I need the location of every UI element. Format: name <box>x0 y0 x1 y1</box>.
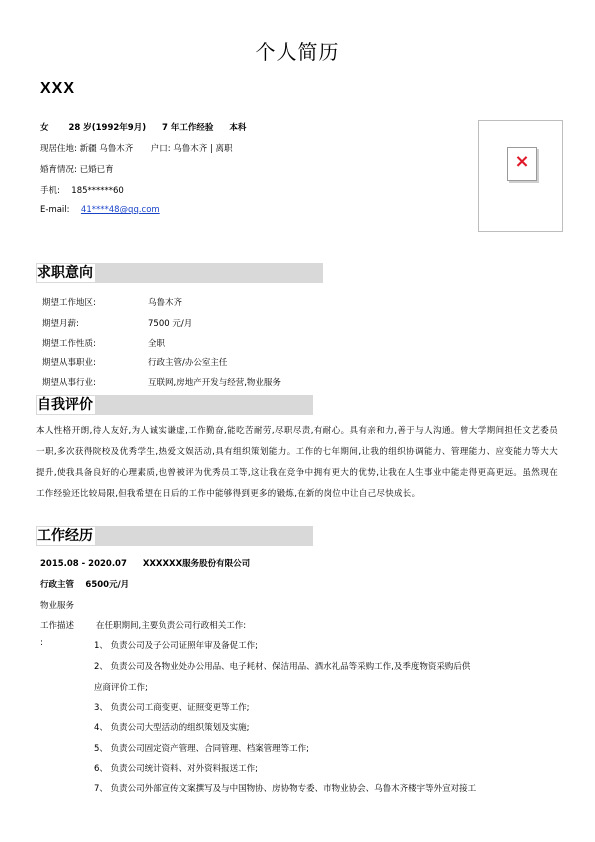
summary-line <box>40 121 246 133</box>
duty-item: 3、 负责公司工商变更、证照变更等工作; <box>94 703 250 713</box>
intent-label: 期望月薪: <box>42 319 79 329</box>
broken-image-icon <box>507 147 537 181</box>
phone-row <box>40 184 124 196</box>
intent-label: 期望从事行业: <box>42 378 96 388</box>
email-row <box>40 205 160 215</box>
phone-value: 185******60 <box>71 186 124 196</box>
work-position: 行政主管 <box>40 580 75 590</box>
section-title-self-eval: 自我评价 <box>37 397 93 413</box>
intent-value: 全职 <box>148 339 166 349</box>
work-desc-label: 工作描述 <box>40 621 75 631</box>
duty-item: 应商评价工作; <box>94 683 148 693</box>
duty-item: 6、 负责公司统计资料、对外资料报送工作; <box>94 764 258 774</box>
section-header-self-eval <box>36 395 313 415</box>
photo-frame <box>478 120 563 232</box>
hukou-label: 户口: <box>150 144 171 154</box>
work-company: XXXXXX服务股份有限公司 <box>142 559 251 569</box>
section-header-intent <box>36 263 323 283</box>
intent-row <box>42 337 165 349</box>
intent-row <box>42 356 227 368</box>
email-link[interactable]: 41****48@qq.com <box>80 205 160 215</box>
work-position-row <box>40 578 129 590</box>
gender: 女 <box>40 123 49 133</box>
intent-row <box>42 317 192 329</box>
hukou-value: 乌鲁木齐 | 离职 <box>173 144 233 154</box>
duty-item: 4、 负责公司大型活动的组织策划及实施; <box>94 723 250 733</box>
intent-row <box>42 376 281 388</box>
age: 28 岁(1992年9月) <box>68 123 147 133</box>
duty-item: 7、 负责公司外部宣传文案撰写及与中国物协、房协物专委、市物业协会、乌鲁木齐楼宇等外宣对接工 <box>94 784 477 794</box>
work-header <box>40 557 250 569</box>
residence-label: 现居住地: <box>40 144 77 154</box>
self-eval-paragraph: 本人性格开朗,待人友好,为人诚实谦虚,工作勤奋,能吃苦耐劳,尽职尽责,有耐心。具有亲和力,善于与人沟通。曾大学期间担任文艺委员一职,多次获得院校及优秀学生,热爱文娱活动,具有组织策划能力。工作的七年期间,让我的组织协调能力、管理能力、应变能力等大大提升,使我具备良好的心理素质,也曾被评为优秀员工等,这让我在竞争中拥有更大的优势,让我在人生事业中能走得更高更远。虽然现在工作经验还比较局限,但我希望在日后的工作中能够得到更多的锻炼,在新的岗位中让自己尽快成长。 <box>36 426 558 499</box>
residence-value: 新疆 乌鲁木齐 <box>79 144 134 154</box>
section-title-work: 工作经历 <box>37 528 93 544</box>
intent-value: 乌鲁木齐 <box>148 298 183 308</box>
intent-label: 期望从事职业: <box>42 358 96 368</box>
work-desc-intro: 在任职期间,主要负责公司行政相关工作: <box>96 621 247 631</box>
section-title-intent: 求职意向 <box>37 265 93 281</box>
email-label: E-mail: <box>40 205 70 215</box>
education: 本科 <box>229 123 247 133</box>
candidate-name: XXX <box>40 80 76 97</box>
duty-item: 5、 负责公司固定资产管理、合同管理、档案管理等工作; <box>94 744 309 754</box>
work-period: 2015.08 - 2020.07 <box>40 559 127 569</box>
duty-item: 2、 负责公司及各物业处办公用品、电子耗材、保洁用品、酒水礼品等采购工作,及季度物资采购后供 <box>94 662 471 672</box>
duty-item: 1、 负责公司及子公司证照年审及备促工作; <box>94 641 258 651</box>
marital-label: 婚育情况: <box>40 165 77 175</box>
intent-label: 期望工作地区: <box>42 298 96 308</box>
work-industry: 物业服务 <box>40 601 75 611</box>
page-title: 个人简历 <box>255 40 340 64</box>
broken-image-mark: × <box>514 151 530 172</box>
residence-row <box>40 142 233 154</box>
intent-value: 7500 元/月 <box>148 319 193 329</box>
intent-label: 期望工作性质: <box>42 339 96 349</box>
experience: 7 年工作经验 <box>162 123 214 133</box>
intent-value: 互联网,房地产开发与经营,物业服务 <box>148 378 281 388</box>
marital-row <box>40 163 114 175</box>
intent-row <box>42 296 182 308</box>
work-salary: 6500元/月 <box>85 580 130 590</box>
marital-value: 已婚已育 <box>79 165 114 175</box>
phone-label: 手机: <box>40 186 60 196</box>
intent-value: 行政主管/办公室主任 <box>148 358 228 368</box>
section-header-work <box>36 526 313 546</box>
work-desc-colon: : <box>40 638 43 648</box>
